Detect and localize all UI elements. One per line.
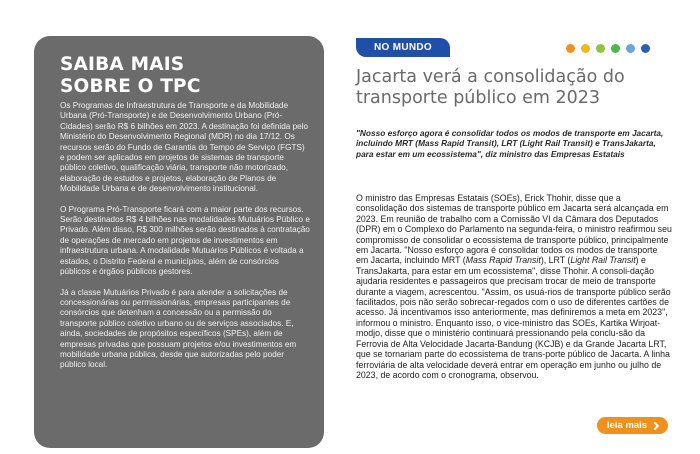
body-em-2: Light Rail Transit xyxy=(570,255,636,266)
headline-line2: transporte público em 2023 xyxy=(356,88,601,108)
section-tag: NO MUNDO xyxy=(356,38,450,57)
dot-5 xyxy=(626,44,635,53)
read-more-label: leia mais xyxy=(606,420,648,431)
body-part-2: ), LRT ( xyxy=(540,255,571,266)
read-more-button[interactable] xyxy=(597,417,668,434)
chevron-right-icon xyxy=(651,421,659,429)
article-headline xyxy=(356,67,676,109)
dot-2 xyxy=(581,44,590,53)
headline-line1: Jacarta verá a consolidação do xyxy=(356,67,625,87)
body-em-1: Mass Rapid Transit xyxy=(465,255,541,266)
card-paragraph-3: Já a classe Mutuários Privado é para atender a solicitações de concessionárias ou permissionárias, empresas participantes de consórcios que detenham a concessão ou a permissão do transporte público coletivo urbano ou de serviços associados. E, ainda, sociedades de propósitos específicos (SPEs), além de empresas privadas que possuam projetos e/ou investimentos em mobilidade urbana pública, desde que autorizadas pelo poder público local. xyxy=(60,287,297,370)
article-lede: "Nosso esforço agora é consolidar todos os modos de transporte em Jacarta, incluindo MRT (Mass Rapid Transit), LRT (Light Rail Transit) e TransJakarta, para estar em um ecossistema", diz ministro das Empresas Estatais xyxy=(356,128,664,159)
dot-1 xyxy=(566,44,575,53)
dot-3 xyxy=(596,44,605,53)
dot-6 xyxy=(641,44,650,53)
decorative-dots xyxy=(566,44,650,53)
saiba-mais-card xyxy=(34,36,324,448)
body-part-1: O ministro das Empresas Estatais (SOEs), Erick Thohir, disse que a consolidação dos sistemas de transporte público em Jacarta será alcançada em 2023. Em reunião de trabalho com a Comissão VI da Câmara dos Deputados (DPR) em o Complexo do Parlamento na segunda-feira, o ministro reafirmou seu compromisso de consolidar o ecossistema de transporte público, principalmente em Jacarta. "Nosso esforço agora é consolidar todos os modos de transporte em Jacarta, incluindo MRT ( xyxy=(356,193,672,266)
body-part-3: ) e TransJakarta, para estar em um ecossistema", disse Thohir. A consoli-dação ajudaria residentes e passageiros que precisam trocar de meio de transporte durante a viagem, acrescentou. "Assim, os usuá-rios de transporte público serão facilitados, pois não serão sobrecar-regados com o uso de diferentes cartões de acesso. Já incentivamos isso anteriormente, mas definiremos a meta em 2023", informou o ministro. Enquanto isso, o vice-ministro das SOEs, Kartika Wirjoat-modjo, disse que o ministério continuará pressionando pela conclu-são da Ferrovia de Alta Velocidade Jacarta-Bandung (KCJB) e da Grande Jacarta LRT, que se tornariam parte do ecossistema de trans-porte público de Jacarta. A linha ferroviária de alta velocidade deverá entrar em operação em junho ou julho de 2023, de acordo com o cronograma, observou. xyxy=(356,255,671,380)
card-title xyxy=(60,54,310,98)
card-paragraph-1: Os Programas de Infraestrutura de Transporte e da Mobilidade Urbana (Pró-Transporte) e de Desenvolvimento Urbano (Pró-Cidades) serão R$ 6 bilhões em 2023. A destinação foi definida pelo Ministério do Desenvolvimento Regional (MDR) no dia 17/12. Os recursos serão do Fundo de Garantia do Tempo de Serviço (FGTS) e podem ser aplicados em projetos de sistemas de transporte público coletivo, qualificação viária, transporte não motorizado, elaboração de estudos e projetos, elaboração de Planos de Mobilidade Urbana e de desenvolvimento institucional. xyxy=(60,101,309,194)
dot-4 xyxy=(611,44,620,53)
card-title-line2: SOBRE O TPC xyxy=(60,76,201,97)
card-paragraph-2: O Programa Pró-Transporte ficará com a maior parte dos recursos. Serão destinados R$ 4 bilhões nas modalidades Mutuários Público e Privado. Além disso, R$ 300 milhões serão destinados à contratação de operações de mercado em projetos de investimentos em infraestrutura urbana. A modalidade Mutuários Públicos é voltada a estados, o Distrito Federal e municípios, além de consórcios públicos e órgãos públicos gestores. xyxy=(60,204,310,277)
article-body xyxy=(356,193,672,380)
card-title-line1: SAIBA MAIS xyxy=(60,54,185,75)
